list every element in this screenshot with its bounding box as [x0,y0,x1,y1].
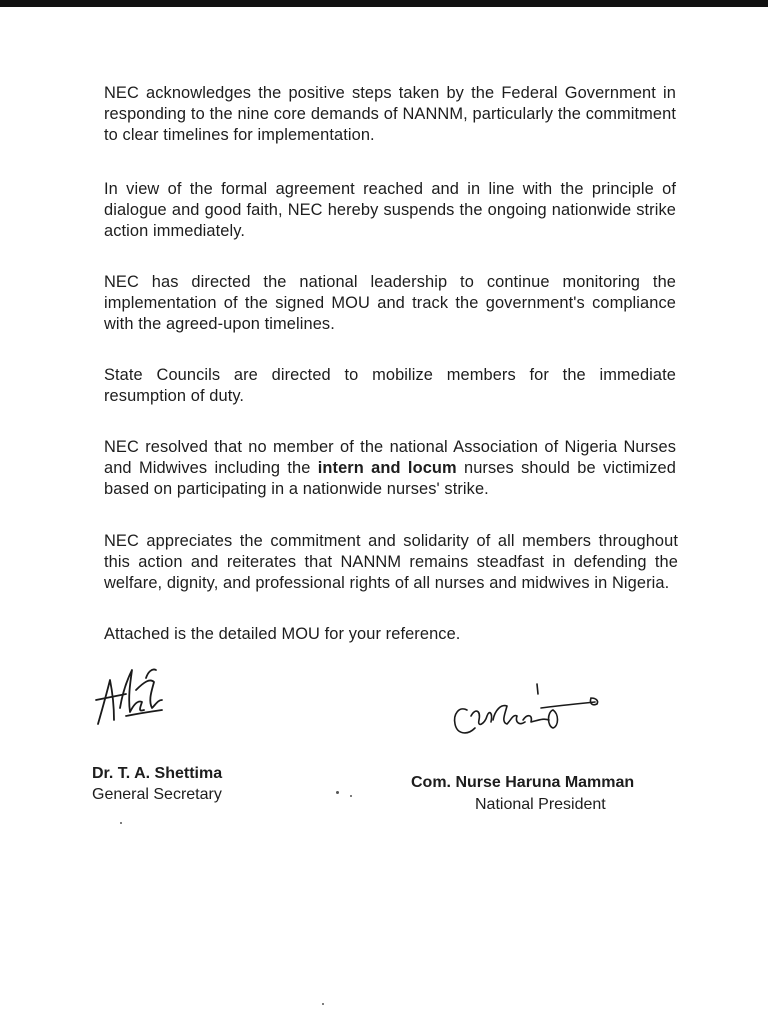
paragraph-resumption: State Councils are directed to mobilize members for the immediate resumption of duty. [104,366,676,405]
top-edge-shadow [0,0,768,7]
paragraph-acknowledgement: NEC acknowledges the positive steps taken by the Federal Government in responding to the nine core demands of NANNM, particularly the commitment to clear timelines for implementation. [104,84,676,144]
left-signature [92,660,172,732]
victimization-text-after: nurses should be victimized based on participating in a nationwide nurses' strike. [104,459,676,498]
speck-mark [322,1003,324,1005]
paragraph-appreciation: NEC appreciates the commitment and solidarity of all members throughout this action and reiterates that NANNM remains steadfast in defending the welfare, dignity, and professional rights of all nurses and midwives in Nigeria. [104,532,678,592]
speck-mark [350,795,352,797]
paragraph-monitoring: NEC has directed the national leadership to continue monitoring the implementation of the signed MOU and track the government's compliance with the agreed-upon timelines. [104,273,676,333]
speck-mark [120,822,122,824]
paragraph-strike-suspension: In view of the formal agreement reached and in line with the principle of dialogue and good faith, NEC hereby suspends the ongoing nationwide strike action immediately. [104,180,676,240]
victimization-text-bold: intern and locum [317,459,457,477]
right-signature [445,680,605,750]
right-signatory-title: National President [475,796,606,813]
left-signatory-name: Dr. T. A. Shettima [92,765,223,782]
right-signatory-name: Com. Nurse Haruna Mamman [411,774,635,791]
paragraph-attachment: Attached is the detailed MOU for your reference. [104,625,461,643]
paragraph-no-victimization [104,437,676,500]
left-signatory-title: General Secretary [92,786,222,803]
speck-mark [336,791,339,794]
victimization-text-before: NEC resolved that no member of the national Association of Nigeria Nurses and Midwives including the [104,438,676,477]
